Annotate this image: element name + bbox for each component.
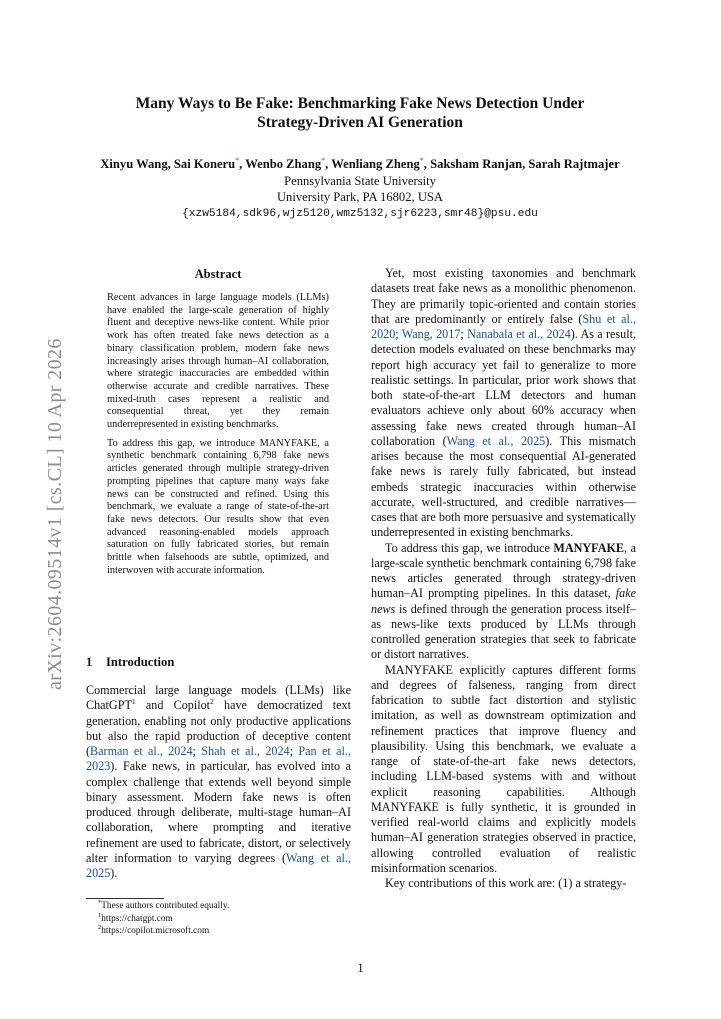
citation-link[interactable]: Shah et al., 2024: [201, 744, 290, 758]
footnote-url[interactable]: https://copilot.microsoft.com: [101, 926, 210, 936]
page-number: 1: [357, 961, 364, 975]
introduction-left-column: [86, 683, 351, 881]
footnote-0: [86, 900, 351, 913]
citation-link[interactable]: Barman et al., 2024: [90, 744, 193, 758]
text: , a large-scale synthetic benchmark containing 6,798 fake news articles generated through strategy-driven human–AI prompting pipelines. In this dataset,: [371, 540, 636, 601]
text: and Copilot: [135, 698, 211, 713]
text: ). Fake news, in particular, has evolved into a complex challenge that extends well beyond simple binary assessment. Modern fake news is often produced through deliberate, multi-stage human–AI collaboration, where prompting and iterative refinement are used to fabricate, distort, or selectively alter information to varying degrees (: [86, 759, 351, 865]
footnote-ref-1[interactable]: 1: [131, 697, 136, 707]
text: have democratized text generation, enabling not only productive applications but also the rapid production of deceptive content (: [86, 698, 351, 758]
author-list: [30, 157, 690, 172]
intro-paragraph-2: [371, 266, 636, 541]
text: ;: [192, 744, 202, 758]
author-names-2: , Wenbo Zhang: [239, 157, 322, 171]
section-title: Introduction: [106, 655, 175, 669]
abstract-body: [107, 292, 329, 577]
introduction-right-column: [371, 266, 636, 891]
abstract-heading: Abstract: [194, 267, 242, 281]
section-heading-introduction: [86, 655, 174, 670]
footnote-mark: *: [98, 898, 102, 906]
emphasis: fake news: [371, 586, 636, 616]
abstract-paragraph-1: Recent advances in large language models (LLMs) have enabled the large-scale generation of highly fluent and deceptive news-like content. While prior work has often treated fake news detection as a binary classification problem, modern fake news increasingly arises through human–AI collaboration, where strategic inaccuracies are embedded within otherwise accurate and credible narratives. These mixed-truth cases represent a realistic and consequential threat, yet they remain underrepresented in existing benchmarks.: [107, 292, 329, 431]
text: ). This mismatch arises because the most consequential AI-generated fake news is rarely fully fabricated, but instead embeds strategic inaccuracies within otherwise accurate, well-structured, and credible narratives—cases that are both more persuasive and systematically underrepresented in existing benchmarks.: [371, 433, 636, 540]
abstract-paragraph-2: To address this gap, we introduce MANYFAKE, a synthetic benchmark containing 6,798 fake news articles generated through multiple strategy-driven prompting pipelines that capture many ways fake news can be constructed and refined. Using this benchmark, we evaluate a range of state-of-the-art fake news detectors. Our results show that even advanced reasoning-enabled models approach saturation on fully fabricated stories, but remain brittle when falsehoods are subtle, optimized, and interwoven with accurate information.: [107, 437, 329, 576]
affiliation-institution: Pennsylvania State University: [284, 174, 436, 188]
title-line-1: Many Ways to Be Fake: Benchmarking Fake News Detection Under: [135, 95, 585, 112]
text: ;: [289, 744, 299, 758]
equal-contribution-mark: *: [419, 155, 424, 165]
intro-paragraph-5: Key contributions of this work are: (1) a strategy-: [385, 876, 627, 890]
footnote-mark: 1: [98, 911, 102, 919]
paper-title: [60, 94, 660, 132]
footnotes: [86, 900, 351, 938]
author-names-3: , Wenliang Zheng: [325, 157, 420, 171]
intro-paragraph-3: [371, 541, 636, 663]
text: ;: [395, 327, 402, 341]
footnote-text: These authors contributed equally.: [101, 901, 230, 911]
arxiv-stamp: arXiv:2604.09514v1 [cs.CL] 10 Apr 2026: [44, 338, 66, 690]
text: ;: [460, 327, 468, 341]
text: is defined through the generation process itself–as news-like texts produced by LLMs through controlled generation strategies that seek to fabricate or distort narratives.: [371, 601, 636, 662]
text: To address this gap, we introduce: [385, 540, 554, 555]
citation-link[interactable]: Wang et al., 2025: [446, 433, 546, 448]
benchmark-name: MANYFAKE: [553, 540, 625, 555]
citation-link[interactable]: Nanabala et al., 2024: [467, 327, 571, 341]
section-number: 1: [86, 655, 93, 669]
footnote-ref-2[interactable]: 2: [210, 697, 214, 707]
equal-contribution-mark: *: [235, 155, 240, 165]
author-names-4: , Saksham Ranjan, Sarah Rajtmajer: [423, 157, 620, 171]
author-names-1: Xinyu Wang, Sai Koneru: [100, 157, 236, 171]
affiliation-email: {xzw5184,sdk96,wjz5120,wmz5132,sjr6223,smr48}@psu.edu: [182, 208, 538, 220]
text: Yet, most existing taxonomies and benchmark datasets treat fake news as a monolithic phenomenon. They are primarily topic-oriented and contain stories that are predominantly or entirely false (: [371, 266, 636, 326]
title-line-2: Strategy-Driven AI Generation: [257, 114, 463, 131]
text: ). As a result, detection models evaluated on these benchmarks may report high accuracy yet fail to generalize to more realistic settings. In particular, prior work shows that both state-of-the-art LLM detectors and human evaluators achieve only about 60% accuracy when assessing fake news created through human–AI collaboration (: [371, 327, 636, 448]
footnote-url[interactable]: https://chatgpt.com: [101, 913, 173, 924]
footnote-mark: 2: [98, 923, 102, 931]
affiliation-address: University Park, PA 16802, USA: [276, 190, 444, 204]
intro-paragraph-4: MANYFAKE explicitly captures different forms and degrees of falseness, ranging from direct fabrication to subtle fact distortion and stylistic imitation, as well as downstream optimization and refinement practices that improve fluency and plausibility. Using this benchmark, we evaluate a range of state-of-the-art fake news detectors, including LLM-based systems with and without explicit reasoning capabilities. Although MANYFAKE is fully synthetic, it is grounded in verified real-world claims and explicitly models human–AI generation strategies observed in practice, allowing controlled evaluation of realistic misinformation scenarios.: [371, 662, 636, 875]
footnote-1: [86, 913, 351, 926]
citation-link[interactable]: Shu et al., 2020: [371, 311, 636, 341]
equal-contribution-mark: *: [321, 155, 326, 165]
footnote-2: [86, 925, 351, 938]
text: ).: [110, 866, 118, 880]
intro-paragraph-1: [86, 683, 351, 881]
citation-link[interactable]: Wang, 2017: [401, 327, 461, 341]
text: Commercial large language models (LLMs) like ChatGPT: [86, 683, 351, 713]
citation-link[interactable]: Pan et al., 2023: [86, 744, 351, 774]
citation-link[interactable]: Wang et al., 2025: [86, 850, 351, 880]
